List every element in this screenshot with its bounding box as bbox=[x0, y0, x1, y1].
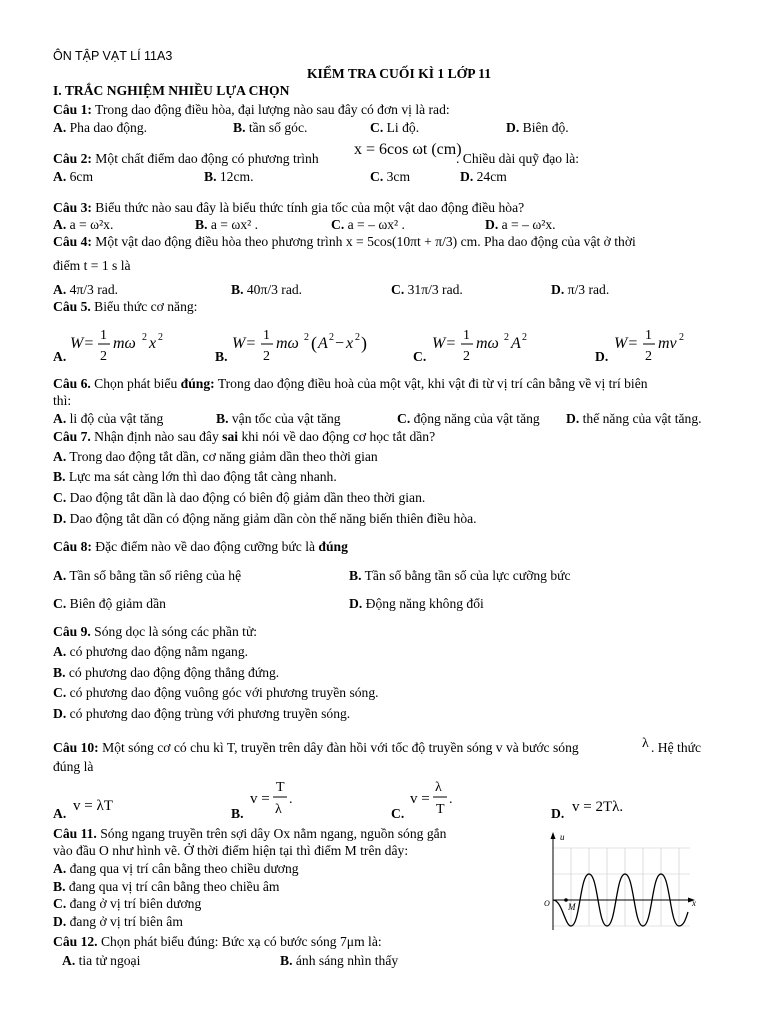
question-1-text: Trong dao động điều hòa, đại lượng nào sau đây có đơn vị là rad: bbox=[91, 102, 450, 117]
q5-formula-c bbox=[428, 322, 538, 366]
question-1 bbox=[53, 102, 450, 118]
svg-text:): ) bbox=[361, 333, 367, 353]
question-10: Câu 10: Một sóng cơ có chu kì T, truyền trên dây đàn hồi với tốc độ truyền sóng v và bước sóng bbox=[53, 740, 579, 755]
question-6-continuation: thì: bbox=[53, 393, 72, 408]
page-header: ÔN TẬP VẠT LÍ 11A3 bbox=[53, 49, 173, 63]
question-7: Câu 7. Nhận định nào sau đây sai khi nói về dao động cơ học tắt dần? bbox=[53, 429, 436, 444]
q11-option-d: D. đang ở vị trí biên âm bbox=[53, 914, 183, 929]
question-11-continuation: vào đầu O như hình vẽ. Ở thời điểm hiện tại thì điểm M trên dây: bbox=[53, 843, 409, 858]
q7-option-b: B. Lực ma sát càng lớn thì dao động tắt càng nhanh. bbox=[53, 469, 337, 484]
m-label: M bbox=[568, 902, 576, 912]
svg-text:2: 2 bbox=[329, 332, 334, 343]
q11-option-b: B. đang qua vị trí cân bằng theo chiều âm bbox=[53, 879, 280, 894]
q5-option-d-letter: D. bbox=[595, 349, 609, 364]
u-axis-arrow-icon bbox=[551, 832, 556, 839]
svg-text:.: . bbox=[449, 792, 453, 807]
question-2: Câu 2: Một chất điểm dao động có phương trình bbox=[53, 151, 319, 166]
svg-text:.: . bbox=[289, 792, 293, 807]
svg-text:W=: W= bbox=[70, 335, 95, 352]
svg-text:x: x bbox=[149, 335, 157, 352]
q3-option-d: D. a = – ω²x. bbox=[485, 217, 556, 232]
q10-option-c-letter: C. bbox=[391, 806, 405, 821]
q10-formula-d: v = 2Tλ. bbox=[572, 799, 624, 815]
section-title: I. TRẮC NGHIỆM NHIỀU LỰA CHỌN bbox=[53, 83, 290, 98]
svg-text:mω: mω bbox=[113, 335, 136, 352]
q2-text-after: . Chiều dài quỹ đạo là: bbox=[456, 151, 580, 166]
svg-text:A: A bbox=[511, 335, 521, 352]
svg-text:x: x bbox=[346, 335, 354, 352]
question-6: Câu 6. Chọn phát biểu đúng: Trong dao động điều hoà của một vật, khi vật đi từ vị trí cân bằng về vị trí biên bbox=[53, 376, 648, 391]
q9-option-d: D. có phương dao động trùng với phương truyền sóng. bbox=[53, 706, 351, 721]
q9-option-b: B. có phương dao động động thẳng đứng. bbox=[53, 665, 280, 680]
q4-option-d: D. π/3 rad. bbox=[551, 282, 610, 297]
q11-option-c: C. đang ở vị trí biên dương bbox=[53, 896, 202, 911]
q5-option-c-letter: C. bbox=[413, 349, 427, 364]
q2-equation: x = 6cos ωt (cm) bbox=[354, 141, 462, 158]
svg-text:1: 1 bbox=[463, 328, 470, 343]
svg-text:2: 2 bbox=[504, 332, 509, 343]
q4-option-a: A. 4π/3 rad. bbox=[53, 282, 119, 297]
svg-text:−: − bbox=[335, 335, 345, 352]
q8-option-d: D. Động năng không đổi bbox=[349, 596, 484, 611]
q12-option-b: B. ánh sáng nhìn thấy bbox=[280, 953, 399, 968]
q1-option-c: C. Li độ. bbox=[370, 120, 420, 135]
svg-text:(: ( bbox=[311, 333, 317, 353]
svg-text:T: T bbox=[436, 802, 445, 817]
svg-text:2: 2 bbox=[263, 349, 270, 364]
q10-formula-b bbox=[248, 776, 298, 820]
svg-text:2: 2 bbox=[522, 332, 527, 343]
svg-text:v =: v = bbox=[250, 791, 270, 807]
question-4-continuation: điểm t = 1 s là bbox=[53, 258, 131, 273]
svg-text:mv: mv bbox=[658, 335, 677, 352]
svg-text:W=: W= bbox=[614, 335, 639, 352]
x-label: x bbox=[692, 898, 696, 908]
q1-option-d: D. Biên độ. bbox=[506, 120, 569, 135]
q6-option-a: A. li độ của vật tăng bbox=[53, 411, 164, 426]
q3-option-b: B. a = ωx² . bbox=[195, 217, 258, 232]
q2-option-c: C. 3cm bbox=[370, 169, 411, 184]
q12-option-a: A. tia tử ngoại bbox=[62, 953, 141, 968]
wave-grid bbox=[553, 848, 690, 926]
q3-option-a: A. a = ω²x. bbox=[53, 217, 114, 232]
q10-option-a-letter: A. bbox=[53, 806, 67, 821]
question-12: Câu 12. Chọn phát biểu đúng: Bức xạ có bước sóng 7μm là: bbox=[53, 934, 382, 949]
q6-option-c: C. động năng của vật tăng bbox=[397, 411, 540, 426]
q3-option-c: C. a = – ωx² . bbox=[331, 217, 405, 232]
q9-option-c: C. có phương dao động vuông góc với phương truyền sóng. bbox=[53, 685, 379, 700]
q2-option-b: B. 12cm. bbox=[204, 169, 254, 184]
svg-text:2: 2 bbox=[463, 349, 470, 364]
q2-option-d: D. 24cm bbox=[460, 169, 507, 184]
q1-option-a: A. Pha dao động. bbox=[53, 120, 148, 135]
svg-text:W=: W= bbox=[232, 335, 257, 352]
question-9: Câu 9. Sóng dọc là sóng các phần tử: bbox=[53, 624, 258, 639]
q10-option-b-letter: B. bbox=[231, 806, 244, 821]
q8-option-c: C. Biên độ giảm dần bbox=[53, 596, 166, 611]
svg-text:λ: λ bbox=[435, 780, 442, 795]
svg-text:2: 2 bbox=[304, 332, 309, 343]
question-1-label: Câu 1: bbox=[53, 102, 92, 117]
q10-formula-c bbox=[408, 776, 458, 820]
svg-text:mω: mω bbox=[476, 335, 499, 352]
q7-option-c: C. Dao động tắt dần là dao động có biên độ giảm dần theo thời gian. bbox=[53, 490, 426, 505]
svg-text:W=: W= bbox=[432, 335, 457, 352]
svg-text:A: A bbox=[318, 335, 328, 352]
question-8: Câu 8: Đặc điểm nào về dao động cưỡng bức là đúng bbox=[53, 539, 348, 554]
question-11: Câu 11. Sóng ngang truyền trên sợi dây Ox nằm ngang, nguồn sóng gắn bbox=[53, 826, 447, 841]
svg-text:2: 2 bbox=[679, 332, 684, 343]
q7-option-d: D. Dao động tắt dần có động năng giảm dần còn thế năng biến thiên điều hòa. bbox=[53, 511, 477, 526]
q5-option-b-letter: B. bbox=[215, 349, 228, 364]
q5-formula-a bbox=[66, 322, 176, 366]
q11-option-a: A. đang qua vị trí cân bằng theo chiều dương bbox=[53, 861, 299, 876]
q6-option-b: B. vận tốc của vật tăng bbox=[216, 411, 341, 426]
question-10-continuation: đúng là bbox=[53, 759, 94, 774]
q9-option-a: A. có phương dao động nằm ngang. bbox=[53, 644, 249, 659]
q6-option-d: D. thế năng của vật tăng. bbox=[566, 411, 702, 426]
q8-option-b: B. Tần số bằng tần số của lực cưỡng bức bbox=[349, 568, 571, 583]
svg-text:mω: mω bbox=[276, 335, 299, 352]
svg-text:1: 1 bbox=[645, 328, 652, 343]
svg-text:λ: λ bbox=[275, 802, 282, 817]
svg-text:2: 2 bbox=[355, 332, 360, 343]
question-3: Câu 3: Biểu thức nào sau đây là biểu thức tính gia tốc của một vật dao động điều hòa? bbox=[53, 200, 525, 215]
q2-option-a: A. 6cm bbox=[53, 169, 94, 184]
q8-option-a: A. Tần số bằng tần số riêng của hệ bbox=[53, 568, 242, 583]
q10-text-after: . Hệ thức bbox=[651, 740, 702, 755]
o-label: O bbox=[544, 899, 550, 908]
q1-option-b: B. tần số góc. bbox=[233, 120, 308, 135]
q7-option-a: A. Trong dao động tắt dần, cơ năng giảm dần theo thời gian bbox=[53, 449, 378, 464]
u-label: u bbox=[560, 832, 565, 842]
svg-text:2: 2 bbox=[158, 332, 163, 343]
svg-text:v =: v = bbox=[410, 791, 430, 807]
q11-wave-figure bbox=[540, 826, 700, 930]
question-4: Câu 4: Một vật dao động điều hòa theo phương trình x = 5cos(10πt + π/3) cm. Pha dao động của vật ở thời bbox=[53, 234, 636, 249]
q5-formula-b bbox=[228, 322, 378, 366]
question-5: Câu 5. Biểu thức cơ năng: bbox=[53, 299, 198, 314]
q5-option-a-letter: A. bbox=[53, 349, 67, 364]
q10-formula-a: v = λT bbox=[73, 798, 113, 814]
q5-formula-d bbox=[610, 322, 700, 366]
svg-text:T: T bbox=[276, 780, 285, 795]
exam-title: KIỂM TRA CUỐI KÌ 1 LỚP 11 bbox=[306, 66, 492, 81]
svg-text:2: 2 bbox=[100, 349, 107, 364]
svg-text:1: 1 bbox=[263, 328, 270, 343]
q4-option-b: B. 40π/3 rad. bbox=[231, 282, 303, 297]
q4-option-c: C. 31π/3 rad. bbox=[391, 282, 463, 297]
svg-text:2: 2 bbox=[645, 349, 652, 364]
svg-text:1: 1 bbox=[100, 328, 107, 343]
q10-option-d-letter: D. bbox=[551, 806, 565, 821]
svg-text:2: 2 bbox=[142, 332, 147, 343]
q10-lambda: λ bbox=[642, 736, 649, 751]
